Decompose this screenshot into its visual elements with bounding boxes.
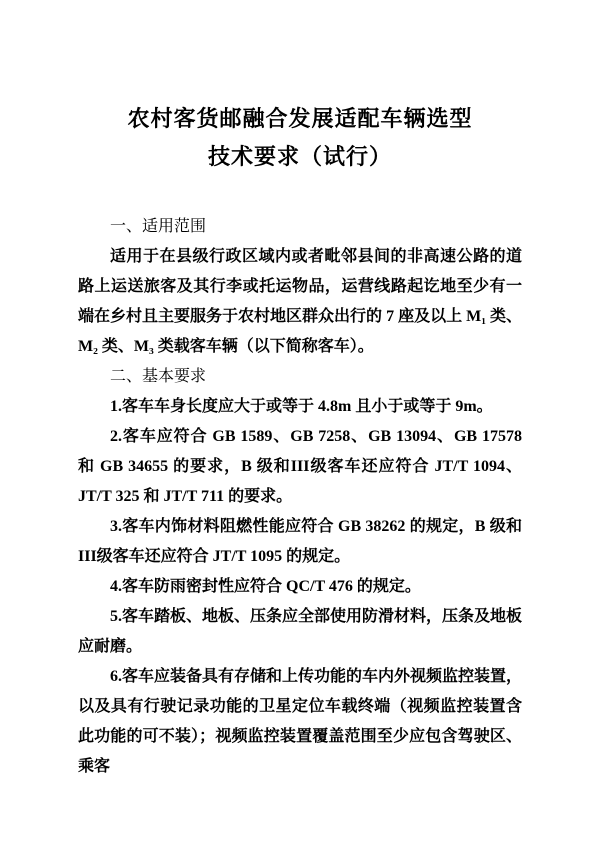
section-heading-scope: 一、适用范围 — [110, 218, 207, 235]
paragraph-requirement-5: 5.客车踏板、地板、压条应全部使用防滑材料，压条及地板应耐磨。 — [78, 608, 523, 655]
paragraph-requirement-6: 6.客车应装备具有存储和上传功能的车内外视频监控装置，以及具有行驶记录功能的卫星定位车载终端（视频监控装置含此功能的可不装）；视频监控装置覆盖范围至少应包含驾驶区、乘客 — [78, 668, 523, 775]
paragraph-requirement-2: 2.客车应符合 GB 1589、GB 7258、GB 13094、GB 17578 和 GB 34655 的要求，B 级和III级客车还应符合 JT/T 1094、JT/T 325 和 JT/T 711 的要求。 — [78, 428, 522, 505]
document-title — [0, 100, 600, 176]
paragraph-requirement-4: 4.客车防雨密封性应符合 QC/T 476 的规定。 — [110, 578, 421, 595]
paragraph-requirement-1: 1.客车车身长度应大于或等于 4.8m 且小于或等于 9m。 — [110, 398, 493, 415]
paragraph-scope-description: 适用于在县级行政区域内或者毗邻县间的非高速公路的道路上运送旅客及其行李或托运物品，运营线路起讫地至少有一端在乡村且主要服务于农村地区群众出行的 7 座及以上 M₁ 类、M₂ 类、M₃ 类载客车辆（以下简称客车）。 — [78, 248, 522, 355]
title-line-1: 农村客货邮融合发展适配车辆选型 — [127, 106, 473, 131]
document-body — [78, 212, 522, 782]
section-heading-basic-requirements: 二、基本要求 — [110, 368, 207, 385]
paragraph-requirement-3: 3.客车内饰材料阻燃性能应符合 GB 38262 的规定，B 级和III级客车还应符合 JT/T 1095 的规定。 — [78, 518, 522, 565]
title-line-2: 技术要求（试行） — [207, 144, 392, 169]
